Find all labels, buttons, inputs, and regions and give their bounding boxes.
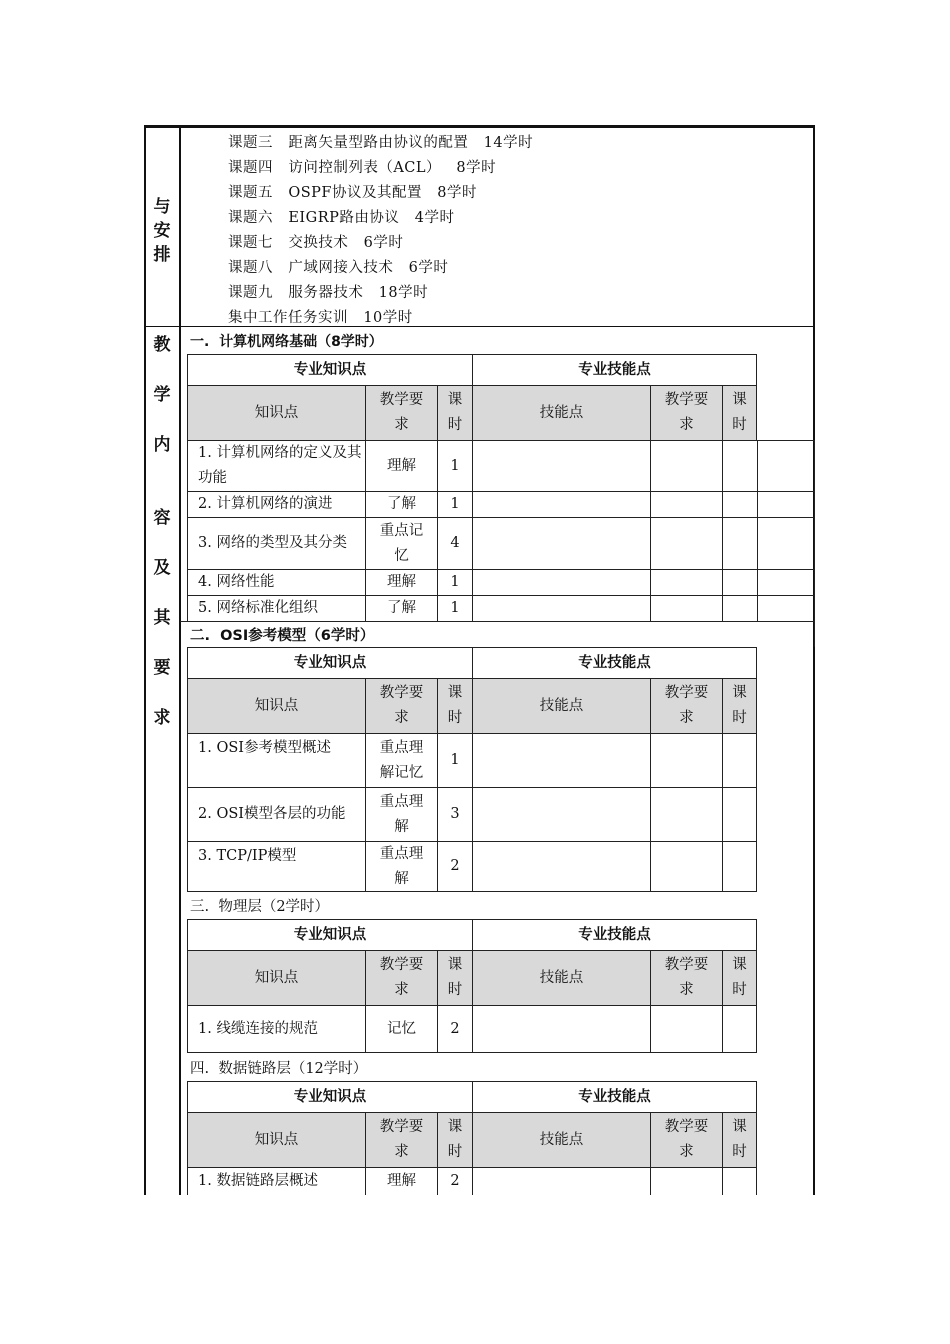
skill-hours-cell [722,491,757,517]
side-label-char: 内 [153,435,171,455]
skill-cell [472,841,650,892]
knowledge-point: 1. OSI参考模型概述 [187,733,365,787]
requirement-value: 了解 [365,595,437,621]
knowledge-header: 知识点 [187,678,365,733]
knowledge-point: 1. 数据链路层概述 [187,1167,365,1195]
hours-value: 1 [437,569,472,595]
knowledge-point: 2. 计算机网络的演进 [187,491,365,517]
side-label-char: 排 [153,245,171,265]
skill-hours-header: 课时 [722,385,757,440]
schedule-line: 课题七 交换技术 6学时 [228,235,404,251]
side-label-char: 求 [153,708,171,728]
requirement-value: 理解 [365,440,437,491]
knowledge-group-header: 专业知识点 [187,647,472,678]
hours-value: 1 [437,595,472,621]
requirement-header: 教学要求 [365,678,437,733]
skill-hours-cell [722,517,757,569]
skill-hours-header: 课时 [722,950,757,1005]
hours-value: 4 [437,517,472,569]
skill-group-header: 专业技能点 [472,919,757,950]
side-label-char: 要 [153,658,171,678]
skill-hours-cell [722,733,757,787]
knowledge-header: 知识点 [187,950,365,1005]
requirement-value: 理解 [365,1167,437,1195]
side-label-char: 其 [153,608,171,628]
schedule-line: 集中工作任务实训 10学时 [228,310,413,326]
schedule-line: 课题五 OSPF协议及其配置 8学时 [228,185,478,201]
skill-cell [472,517,650,569]
hours-value: 2 [437,841,472,892]
hours-value: 1 [437,491,472,517]
extra-cell [757,517,815,569]
hours-header: 课时 [437,385,472,440]
side-label-char: 与 [153,197,171,217]
knowledge-header: 知识点 [187,1112,365,1167]
skill-hours-cell [722,841,757,892]
requirement-value: 记忆 [365,1005,437,1053]
skill-cell [472,733,650,787]
section-title [190,624,374,645]
section-title: 四. 数据链路层（12学时） [190,1061,368,1077]
requirement-value: 了解 [365,491,437,517]
hours-value: 1 [437,733,472,787]
hours-header: 课时 [437,1112,472,1167]
skill-hours-header: 课时 [722,1112,757,1167]
knowledge-point: 3. TCP/IP模型 [187,841,365,892]
extra-cell [757,569,815,595]
side-label-char: 容 [153,508,171,528]
skill-requirement-cell [650,841,722,892]
skill-cell [472,569,650,595]
skill-hours-cell [722,787,757,841]
skill-hours-cell [722,595,757,621]
section-title-text: 二. OSI参考模型（6学时） [190,628,375,644]
hours-value: 2 [437,1005,472,1053]
skill-requirement-cell [650,440,722,491]
skill-cell [472,595,650,621]
skill-hours-cell [722,569,757,595]
hours-value: 2 [437,1167,472,1195]
knowledge-point: 2. OSI模型各层的功能 [187,787,365,841]
skill-hours-cell [722,440,757,491]
skill-requirement-cell [650,491,722,517]
side-label-char: 及 [153,558,171,578]
skill-group-header: 专业技能点 [472,1081,757,1112]
side-label-char: 安 [153,221,171,241]
skill-requirement-header: 教学要求 [650,678,722,733]
skill-header: 技能点 [472,1112,650,1167]
extra-cell [757,440,815,491]
side-label-char: 学 [153,385,171,405]
requirement-value: 重点记忆 [365,517,437,569]
requirement-header: 教学要求 [365,950,437,1005]
skill-hours-cell [722,1167,757,1195]
skill-requirement-header: 教学要求 [650,950,722,1005]
requirement-header: 教学要求 [365,1112,437,1167]
extra-cell [757,491,815,517]
skill-requirement-cell [650,595,722,621]
requirement-value: 重点理解 [365,841,437,892]
skill-requirement-cell [650,733,722,787]
skill-requirement-header: 教学要求 [650,385,722,440]
side-label-char: 教 [153,335,171,355]
requirement-header: 教学要求 [365,385,437,440]
skill-requirement-cell [650,787,722,841]
skill-hours-cell [722,1005,757,1053]
skill-group-header: 专业技能点 [472,647,757,678]
skill-header: 技能点 [472,678,650,733]
skill-requirement-cell [650,517,722,569]
skill-cell [472,1005,650,1053]
knowledge-point: 5. 网络标准化组织 [187,595,365,621]
skill-hours-header: 课时 [722,678,757,733]
knowledge-header: 知识点 [187,385,365,440]
hours-value: 3 [437,787,472,841]
skill-requirement-cell [650,1005,722,1053]
skill-cell [472,440,650,491]
skill-header: 技能点 [472,950,650,1005]
schedule-line: 课题三 距离矢量型路由协议的配置 14学时 [228,135,534,151]
requirement-value: 理解 [365,569,437,595]
section-title: 三. 物理层（2学时） [190,899,330,915]
hours-header: 课时 [437,678,472,733]
knowledge-point: 3. 网络的类型及其分类 [187,517,365,569]
knowledge-group-header: 专业知识点 [187,1081,472,1112]
requirement-value: 重点理解记忆 [365,733,437,787]
skill-cell [472,491,650,517]
skill-requirement-cell [650,1167,722,1195]
skill-header: 技能点 [472,385,650,440]
knowledge-group-header: 专业知识点 [187,919,472,950]
extra-cell [757,595,815,621]
schedule-line: 课题八 广域网接入技术 6学时 [228,260,449,276]
knowledge-group-header: 专业知识点 [187,354,472,385]
knowledge-point: 1. 线缆连接的规范 [187,1005,365,1053]
skill-requirement-header: 教学要求 [650,1112,722,1167]
skill-cell [472,1167,650,1195]
hours-header: 课时 [437,950,472,1005]
skill-cell [472,787,650,841]
requirement-value: 重点理解 [365,787,437,841]
knowledge-point: 1. 计算机网络的定义及其功能 [187,440,365,491]
hours-value: 1 [437,440,472,491]
skill-group-header: 专业技能点 [472,354,757,385]
skill-requirement-cell [650,569,722,595]
schedule-line: 课题四 访问控制列表（ACL） 8学时 [228,160,497,176]
section-title: 一. 计算机网络基础（8学时） [190,334,383,350]
schedule-line: 课题六 EIGRP路由协议 4学时 [228,210,455,226]
knowledge-point: 4. 网络性能 [187,569,365,595]
column-divider [179,127,181,1195]
schedule-line: 课题九 服务器技术 18学时 [228,285,429,301]
